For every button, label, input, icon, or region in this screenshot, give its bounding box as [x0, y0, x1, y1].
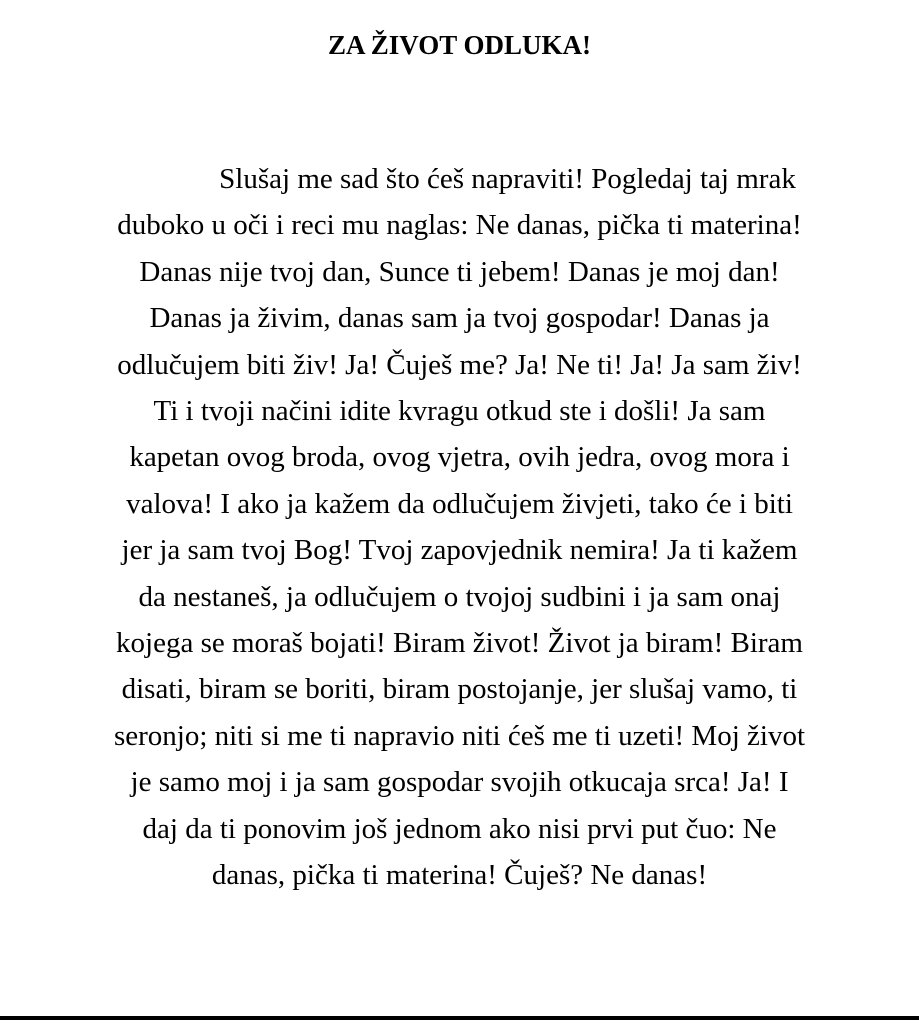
text-line: Danas ja živim, danas sam ja tvoj gospodar! Danas ja [149, 302, 770, 335]
text-line: danas, pička ti materina! Čuješ? Ne danas! [211, 859, 708, 892]
text-line: Slušaj me sad što ćeš napraviti! Pogledaj taj mrak [219, 163, 796, 195]
text-line: kojega se moraš bojati! Biram život! Život ja biram! Biram [116, 627, 803, 660]
text-line: Danas nije tvoj dan, Sunce ti jebem! Danas je moj dan! [139, 255, 780, 288]
text-line: daj da ti ponovim još jednom ako nisi prvi put čuo: Ne [142, 812, 777, 845]
text-line: duboko u oči i reci mu naglas: Ne danas, pička ti materina! [117, 209, 802, 242]
document-body [0, 156, 919, 899]
text-line: je samo moj i ja sam gospodar svojih otkucaja srca! Ja! I [130, 766, 789, 799]
text-line: kapetan ovog broda, ovog vjetra, ovih jedra, ovog mora i [129, 441, 790, 474]
text-line: da nestaneš, ja odlučujem o tvojoj sudbini i ja sam onaj [138, 580, 781, 613]
text-line: valova! I ako ja kažem da odlučujem živjeti, tako će i biti [126, 487, 793, 520]
text-line: jer ja sam tvoj Bog! Tvoj zapovjednik nemira! Ja ti kažem [121, 534, 798, 567]
text-line: disati, biram se boriti, biram postojanje, jer slušaj vamo, ti [121, 673, 798, 706]
document-title: ZA ŽIVOT ODLUKA! [327, 30, 591, 60]
text-line: odlučujem biti živ! Ja! Čuješ me? Ja! Ne ti! Ja! Ja sam živ! [117, 348, 802, 381]
bottom-divider [0, 1016, 919, 1020]
text-line: Ti i tvoji načini idite kvragu otkud ste i došli! Ja sam [153, 395, 766, 428]
text-line: seronjo; niti si me ti napravio niti ćeš me ti uzeti! Moj život [113, 719, 806, 752]
